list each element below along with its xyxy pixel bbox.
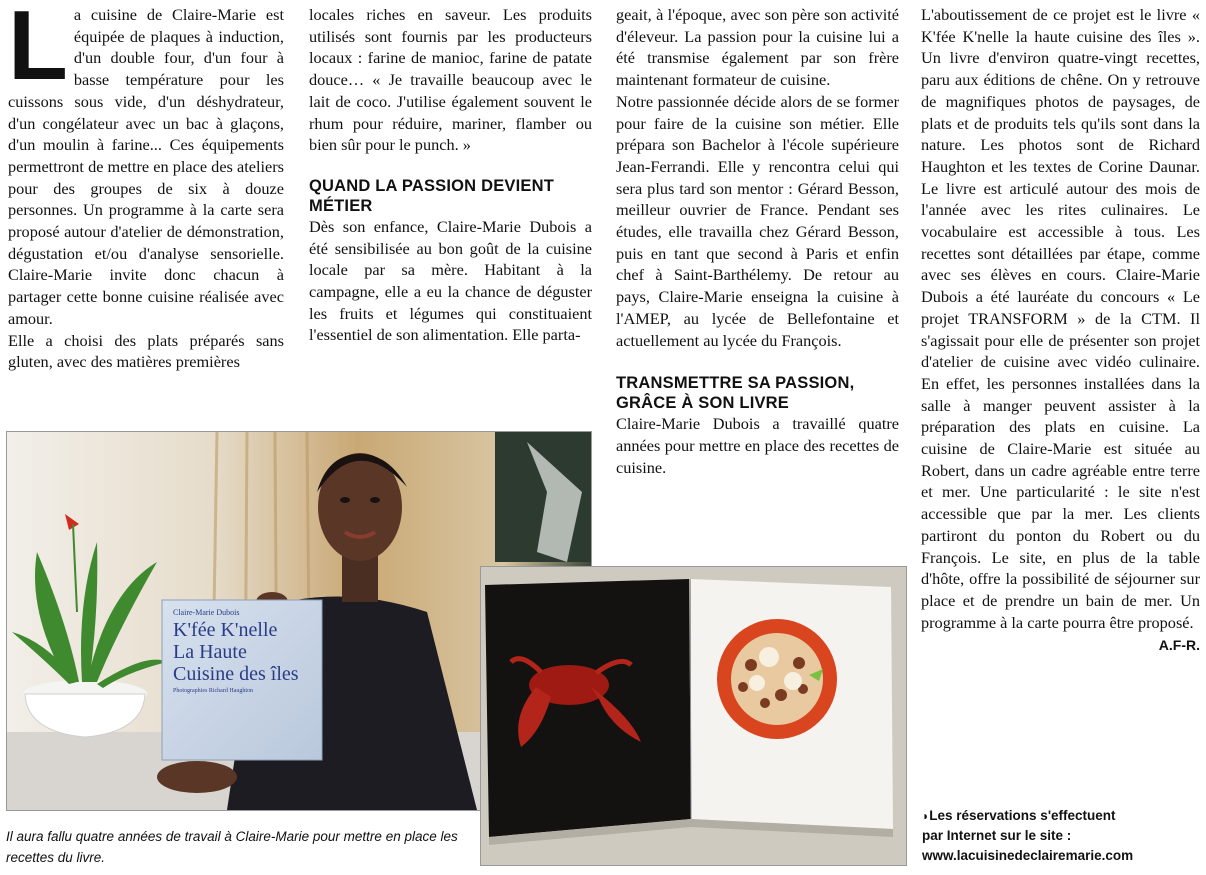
paragraph: Notre passionnée décide alors de se former pour faire de la cuisine son métier. Elle prépara son Bachelor à l'école supérieure Jean-Ferrandi. Elle y rencontra celui qui sera plus tard son mentor : Gérard Besson, meilleur ouvrier de France. Pendant ses études, elle travailla chez Gérard Besson, puis en tant que second à Paris et enfin chef à Saint-Barthélemy. De retour au pays, Claire-Marie enseigna la cuisine à l'AMEP, au lycée de Bellefontaine et actuellement au lycée du François. [616,91,899,350]
article-column-1 [8,0,284,373]
open-book-illustration [481,567,906,865]
section-heading: TRANSMETTRE SA PASSION, GRÂCE À SON LIVRE [616,374,855,413]
article-column-4 [921,4,1200,657]
book-title-line: K'fée K'nelle [173,619,278,641]
note-line: par Internet sur le site : [922,828,1072,843]
reservation-note [922,806,1202,866]
paragraph: L'aboutissement de ce projet est le livre « K'fée K'nelle la haute cuisine des îles ». Un livre d'environ quatre-vingt recettes, paru aux éditions de chêne. On y retrouve de magnifiques photos de paysages, de plats et de produits tels qu'ils sont dans la nature. Les photos sont de Richard Haughton et les textes de Corine Daunar. Le livre est articulé autour des mois de l'année avec les rites culinaires. Le vocabulaire est accessible à tous. Les recettes sont détaillées par étape, comme avec ses élèves en cours. Claire-Marie Dubois a été lauréate du concours « Le projet TRANSFORM » de la CTM. Il s'agissait pour elle de présenter son projet d'atelier de cuisine avec vidéo culinaire. En effet, les personnes installées dans la salle à manger peuvent assister à la préparation des plats en cuisine. La cuisine de Claire-Marie est située au Robert, dans un cadre agréable entre terre et mer. Une particularité : le site n'est accessible que par la mer. Les clients partiront du ponton du Robert ou du François. Le site, en plus de la table d'hôte, offre la possibilité de séjourner sur place et de prendre un bain de mer. Un programme à la carte pourra être proposé. [921,5,1200,632]
article-column-2 [309,4,592,346]
book-title-line: La Haute [173,641,247,663]
section-heading: QUAND LA PASSION DEVIENT MÉTIER [309,176,554,215]
open-book-photo [480,566,907,866]
book-title-line: Cuisine des îles [173,663,299,685]
paragraph: Elle a choisi des plats préparés sans gluten, avec des matières premières [8,330,284,372]
book-author: Claire-Marie Dubois [173,608,240,617]
paragraph: a cuisine de Claire-Marie est équipée de plaques à induction, d'un double four, d'un four à basse température pour les cuissons sous vide, d'un déshydrateur, d'un congélateur avec un bac à glaçons, d'un moulin à farine... Ces équipements permettront de mettre en place des ateliers pour des groupes de six à douze personnes. Un programme à la carte sera proposé autour d'atelier de démonstration, dégustation et/ou d'analyse sensorielle. Claire-Marie invite donc chacun à partager cette bonne cuisine réalisée avec amour. [8,5,284,328]
arrow-icon: ◗ [922,809,930,823]
paragraph: geait, à l'époque, avec son père son activité d'éleveur. La passion pour la cuisine lui a été transmise également par son frère maintenant formateur de cuisine. [616,5,899,90]
paragraph: locales riches en saveur. Les produits utilisés sont fournis par les producteurs locaux : farine de manioc, farine de patate douce… « Je travaille beaucoup avec le lait de coco. J'utilise également souvent le rhum pour réduire, mariner, flamber ou bien sûr pour le punch. » [309,5,592,155]
website-link[interactable]: www.lacuisinedeclairemarie.com [922,848,1134,863]
paragraph: Dès son enfance, Claire-Marie Dubois a été sensibilisée au bon goût de la cuisine locale par sa mère. Habitant à la campagne, elle a eu la chance de déguster les fruits et légumes qui constituaient l'essentiel de son alimentation. Elle parta- [309,216,592,345]
book-credit: Photographies Richard Haughton [173,688,253,694]
note-line: Les réservations s'effectuent [929,808,1116,823]
drop-cap: L [8,0,68,100]
article-column-3 [616,4,899,478]
paragraph: Claire-Marie Dubois a travaillé quatre années pour mettre en place des recettes de cuisine. [616,414,899,477]
author-signature: A.F-R. [1158,637,1200,654]
photo-caption: Il aura fallu quatre années de travail à Claire-Marie pour mettre en place les recettes du livre. [6,829,458,865]
